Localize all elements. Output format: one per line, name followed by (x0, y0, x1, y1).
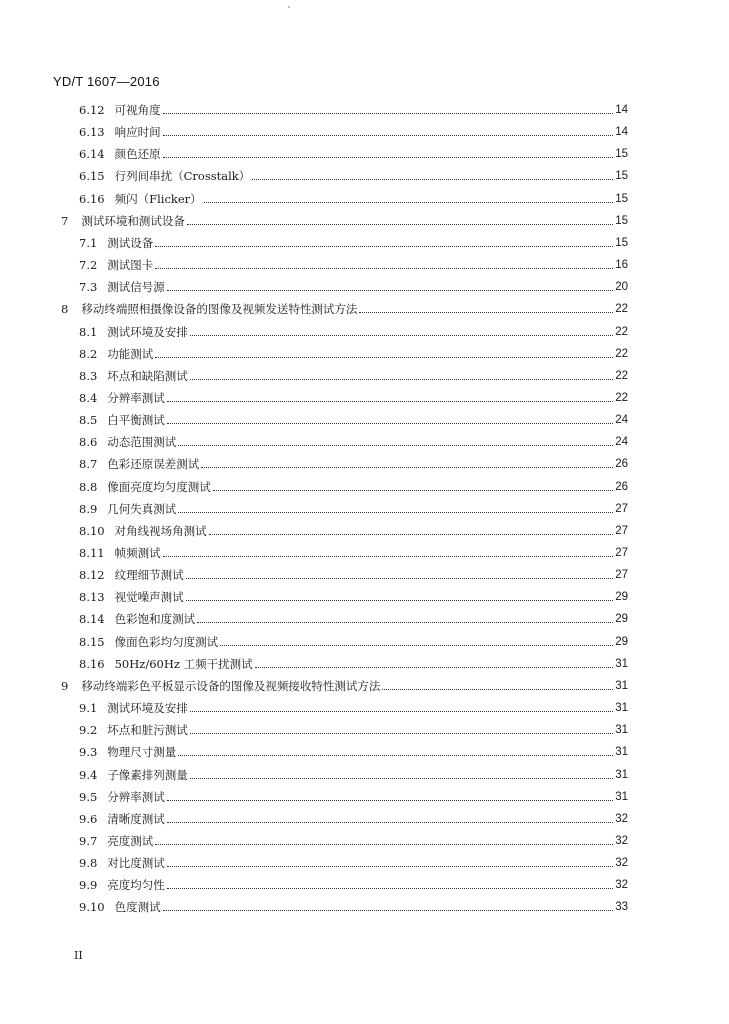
toc-entry-title: 白平衡测试 (107, 413, 165, 428)
toc-section-entry[interactable] (79, 431, 628, 449)
toc-section-entry[interactable] (79, 786, 628, 804)
toc-entry-page: 15 (615, 148, 628, 161)
toc-entry-title: 像面亮度均匀度测试 (107, 479, 211, 494)
toc-dot-leader (155, 267, 613, 269)
toc-section-entry[interactable] (79, 520, 628, 538)
toc-entry-page: 27 (615, 547, 628, 559)
toc-section-entry[interactable] (79, 143, 628, 161)
toc-entry-number: 9.10 (79, 900, 105, 915)
toc-section-entry[interactable] (79, 365, 628, 383)
toc-entry-number: 7.2 (79, 258, 98, 273)
toc-section-entry[interactable] (79, 608, 628, 626)
toc-dot-leader (167, 400, 613, 402)
toc-entry-title: 功能测试 (107, 346, 154, 361)
toc-dot-leader (163, 112, 614, 114)
toc-entry-title: 清晰度测试 (107, 811, 165, 826)
toc-dot-leader (178, 444, 613, 446)
toc-entry-number: 8.8 (79, 479, 98, 494)
toc-entry-title: 50Hz/60Hz 工频干扰测试 (114, 656, 253, 671)
toc-entry-number: 9.1 (79, 701, 98, 716)
toc-entry-title: 测试环境及安排 (107, 701, 188, 716)
toc-entry-number: 8.13 (79, 590, 105, 605)
toc-entry-page: 27 (615, 524, 628, 537)
toc-section-entry[interactable] (79, 121, 628, 139)
toc-entry-page: 15 (615, 192, 628, 205)
toc-entry-page: 31 (615, 724, 628, 737)
toc-dot-leader (201, 466, 613, 468)
toc-section-entry[interactable] (79, 808, 628, 826)
toc-entry-page: 31 (615, 702, 628, 715)
toc-entry-number: 6.16 (79, 191, 105, 206)
toc-entry-page: 15 (615, 170, 628, 183)
toc-entry-page: 22 (615, 369, 628, 382)
toc-dot-leader (167, 865, 613, 867)
toc-entry-title: 可视角度 (114, 103, 161, 117)
toc-entry-title: 纹理细节测试 (114, 568, 184, 583)
toc-section-entry[interactable] (79, 719, 628, 737)
toc-entry-page: 15 (615, 214, 628, 227)
toc-entry-title: 对比度测试 (107, 856, 165, 871)
toc-dot-leader (213, 489, 613, 491)
toc-section-entry[interactable] (79, 852, 628, 870)
toc-section-entry[interactable] (79, 254, 628, 272)
toc-entry-number: 9.9 (79, 878, 98, 893)
toc-dot-leader (190, 334, 613, 336)
toc-entry-page: 27 (615, 569, 628, 582)
toc-section-entry[interactable] (79, 99, 628, 117)
toc-entry-page: 22 (615, 391, 628, 404)
toc-dot-leader (190, 777, 613, 779)
toc-entry-page: 16 (615, 259, 628, 272)
toc-dot-leader (167, 821, 613, 823)
toc-dot-leader (163, 134, 614, 136)
toc-entry-page: 31 (615, 679, 628, 692)
toc-entry-title: 亮度测试 (107, 833, 154, 848)
toc-dot-leader (178, 511, 613, 513)
toc-dot-leader (163, 555, 614, 557)
toc-section-entry[interactable] (79, 764, 628, 782)
toc-section-entry[interactable] (79, 232, 628, 250)
toc-entry-number: 7 (61, 213, 69, 228)
toc-entry-number: 8.16 (79, 656, 105, 671)
toc-entry-title: 动态范围测试 (107, 435, 177, 450)
toc-entry-page: 32 (615, 812, 628, 825)
toc-entry-page: 26 (615, 458, 628, 471)
toc-dot-leader (190, 710, 613, 712)
toc-section-entry[interactable] (79, 586, 628, 604)
toc-chapter-entry[interactable] (61, 298, 628, 316)
toc-dot-leader (209, 533, 614, 535)
toc-entry-title: 对角线视场角测试 (114, 523, 207, 538)
toc-section-entry[interactable] (79, 165, 628, 183)
toc-section-entry[interactable] (79, 830, 628, 848)
toc-dot-leader (167, 799, 613, 801)
scan-speck (288, 6, 290, 8)
toc-entry-number: 6.14 (79, 147, 105, 162)
toc-entry-page: 22 (615, 303, 628, 316)
toc-entry-page: 14 (615, 126, 628, 139)
toc-section-entry[interactable] (79, 476, 628, 494)
toc-dot-leader (187, 223, 613, 225)
toc-entry-number: 8.11 (79, 546, 105, 560)
toc-entry-page: 27 (615, 502, 628, 515)
toc-entry-page: 31 (615, 746, 628, 759)
toc-entry-page: 14 (615, 104, 628, 116)
toc-entry-page: 22 (615, 347, 628, 360)
toc-entry-number: 8.15 (79, 634, 105, 649)
toc-entry-title: 色彩饱和度测试 (114, 612, 196, 627)
toc-entry-page: 29 (615, 591, 628, 604)
toc-entry-number: 9.4 (79, 767, 98, 782)
toc-entry-title: 响应时间 (114, 125, 161, 140)
toc-entry-title: 频闪（Flicker） (114, 191, 202, 206)
toc-entry-number: 8.6 (79, 435, 98, 450)
toc-entry-title: 分辨率测试 (107, 390, 165, 405)
toc-entry-title: 物理尺寸测量 (107, 745, 177, 760)
toc-entry-number: 9.3 (79, 745, 98, 760)
toc-section-entry[interactable] (79, 321, 628, 339)
toc-entry-title: 移动终端照相摄像设备的图像及视频发送特性测试方法 (81, 302, 358, 317)
toc-entry-number: 6.13 (79, 125, 105, 140)
toc-entry-page: 29 (615, 635, 628, 648)
toc-entry-number: 7.1 (79, 235, 98, 250)
toc-dot-leader (204, 201, 614, 203)
toc-entry-number: 8.4 (79, 390, 98, 405)
toc-dot-leader (186, 599, 614, 601)
toc-entry-number: 8.3 (79, 368, 98, 383)
toc-section-entry[interactable] (79, 409, 628, 427)
toc-dot-leader (167, 887, 613, 889)
toc-section-entry[interactable] (79, 188, 628, 206)
toc-entry-number: 9.7 (79, 833, 98, 848)
toc-entry-page: 31 (615, 790, 628, 803)
toc-section-entry[interactable] (79, 896, 628, 914)
toc-chapter-entry[interactable] (61, 675, 628, 693)
toc-dot-leader (155, 843, 613, 845)
toc-entry-page: 26 (615, 480, 628, 493)
toc-entry-number: 8.2 (79, 346, 98, 361)
toc-entry-page: 32 (615, 857, 628, 870)
toc-entry-title: 行列间串扰（Crosstalk） (114, 169, 251, 184)
toc-dot-leader (359, 311, 613, 313)
toc-entry-number: 6.15 (79, 169, 105, 184)
toc-dot-leader (155, 245, 613, 247)
toc-entry-page: 31 (615, 657, 628, 670)
toc-dot-leader (197, 621, 613, 623)
toc-entry-title: 测试信号源 (107, 280, 165, 295)
toc-entry-title: 测试设备 (107, 235, 154, 250)
toc-entry-number: 9.5 (79, 789, 98, 804)
toc-entry-page: 22 (615, 325, 628, 338)
toc-section-entry[interactable] (79, 874, 628, 892)
toc-section-entry[interactable] (79, 343, 628, 361)
toc-dot-leader (186, 577, 614, 579)
toc-entry-title: 几何失真测试 (107, 501, 177, 516)
toc-entry-title: 移动终端彩色平板显示设备的图像及视频接收特性测试方法 (81, 678, 381, 693)
page-number: II (74, 949, 83, 962)
toc-dot-leader (178, 754, 613, 756)
toc-dot-leader (255, 666, 614, 668)
toc-entry-title: 色彩还原误差测试 (107, 457, 200, 472)
toc-entry-number: 7.3 (79, 280, 98, 295)
toc-dot-leader (190, 732, 613, 734)
toc-entry-number: 9 (61, 678, 69, 693)
toc-section-entry[interactable] (79, 542, 628, 560)
toc-chapter-entry[interactable] (61, 210, 628, 228)
toc-entry-title: 亮度均匀性 (107, 878, 165, 893)
toc-entry-title: 子像素排列测量 (107, 767, 188, 782)
toc-entry-title: 帧频测试 (114, 546, 161, 560)
toc-dot-leader (167, 289, 613, 291)
toc-entry-title: 测试图卡 (107, 258, 154, 273)
toc-entry-title: 测试环境和测试设备 (81, 213, 185, 228)
toc-dot-leader (163, 156, 614, 158)
toc-section-entry[interactable] (79, 631, 628, 649)
toc-entry-page: 31 (615, 768, 628, 781)
toc-entry-title: 视觉噪声测试 (114, 590, 184, 605)
toc-entry-page: 24 (615, 436, 628, 449)
toc-entry-number: 8.5 (79, 413, 98, 428)
toc-entry-title: 坏点和脏污测试 (107, 723, 188, 738)
toc-entry-title: 色度测试 (114, 900, 161, 915)
toc-entry-number: 8.10 (79, 523, 105, 538)
toc-dot-leader (252, 178, 613, 180)
toc-entry-title: 坏点和缺陷测试 (107, 368, 188, 383)
document-code: YD/T 1607—2016 (53, 74, 160, 89)
toc-entry-number: 9.6 (79, 811, 98, 826)
toc-entry-page: 33 (615, 901, 628, 914)
toc-entry-page: 15 (615, 236, 628, 249)
toc-dot-leader (163, 909, 614, 911)
toc-section-entry[interactable] (79, 564, 628, 582)
toc-section-entry[interactable] (79, 498, 628, 516)
toc-section-entry[interactable] (79, 453, 628, 471)
toc-dot-leader (220, 644, 613, 646)
toc-section-entry[interactable] (79, 741, 628, 759)
toc-entry-number: 8.7 (79, 457, 98, 472)
toc-section-entry[interactable] (79, 697, 628, 715)
toc-entry-number: 9.8 (79, 856, 98, 871)
toc-section-entry[interactable] (79, 276, 628, 294)
toc-entry-number: 6.12 (79, 103, 105, 117)
toc-entry-title: 测试环境及安排 (107, 324, 188, 339)
toc-entry-title: 像面色彩均匀度测试 (114, 634, 219, 649)
toc-entry-title: 颜色还原 (114, 147, 161, 162)
toc-dot-leader (190, 378, 613, 380)
toc-entry-number: 8.14 (79, 612, 105, 627)
toc-entry-page: 29 (615, 613, 628, 626)
toc-entry-page: 32 (615, 834, 628, 847)
toc-entry-page: 24 (615, 414, 628, 427)
toc-entry-title: 分辨率测试 (107, 789, 165, 804)
toc-entry-number: 8.9 (79, 501, 98, 516)
toc-dot-leader (167, 422, 613, 424)
toc-entry-page: 32 (615, 879, 628, 892)
toc-entry-number: 9.2 (79, 723, 98, 738)
toc-entry-page: 20 (615, 281, 628, 294)
toc-section-entry[interactable] (79, 387, 628, 405)
toc-dot-leader (155, 356, 613, 358)
toc-entry-number: 8.12 (79, 568, 105, 583)
toc-section-entry[interactable] (79, 653, 628, 671)
toc-dot-leader (382, 688, 613, 690)
toc-entry-number: 8 (61, 302, 69, 317)
toc-entry-number: 8.1 (79, 324, 98, 339)
